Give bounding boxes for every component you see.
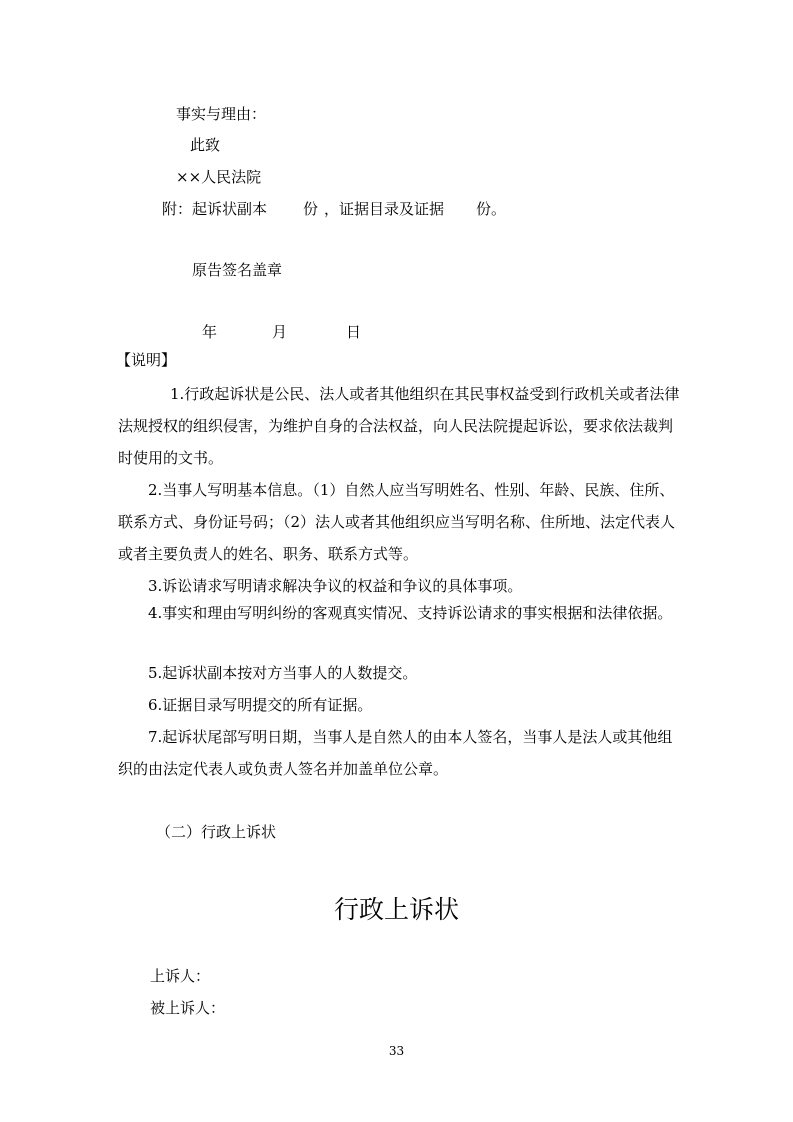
note-2: 2.当事人写明基本信息。（1）自然人应当写明姓名、性别、年龄、民族、住所、联系方式、身份证号码；（2）法人或者其他组织应当写明名称、住所地、法定代表人或者主要负责人的姓名、职务、联系方式等。 <box>118 481 676 563</box>
attachment-line <box>162 199 506 219</box>
court-name: ××人民法院 <box>176 168 262 186</box>
date-year: 年 <box>202 323 218 341</box>
appellee-label: 被上诉人： <box>150 999 226 1017</box>
note-4: 4.事实和理由写明纠纷的客观真实情况、支持诉讼请求的事实根据和法律依据。 <box>148 604 673 622</box>
note-6: 6.证据目录写明提交的所有证据。 <box>148 696 373 714</box>
salutation: 此致 <box>190 136 221 154</box>
note-1: 1.行政起诉状是公民、法人或者其他组织在其民事权益受到行政机关或者法律法规授权的组织侵害，为维护自身的合法权益，向人民法院提起诉讼，要求依法裁判时使用的文书。 <box>118 385 680 467</box>
section-heading: （二）行政上诉状 <box>156 823 277 841</box>
date-month: 月 <box>272 323 288 341</box>
appeal-title: 行政上诉状 <box>333 895 459 924</box>
attachment-prefix: 附：起诉状副本 <box>162 200 268 218</box>
appellant-label: 上诉人： <box>150 967 211 985</box>
plaintiff-signature: 原告签名盖章 <box>192 261 283 279</box>
attachment-unit-2: 份。 <box>476 200 507 218</box>
attachment-middle: ，证据目录及证据 <box>324 200 445 218</box>
note-3: 3.诉讼请求写明请求解决争议的权益和争议的具体事项。 <box>148 577 523 595</box>
page-number: 33 <box>388 1044 405 1058</box>
note-7: 7.起诉状尾部写明日期，当事人是自然人的由本人签名，当事人是法人或其他组织的由法定代表人或负责人签名并加盖单位公章。 <box>118 728 673 778</box>
facts-reasons-label: 事实与理由： <box>176 105 267 123</box>
attachment-unit-1: 份 <box>303 200 319 218</box>
note-5: 5.起诉状副本按对方当事人的人数提交。 <box>148 664 418 682</box>
date-day: 日 <box>346 323 362 341</box>
notes-heading: 【说明】 <box>116 351 177 369</box>
